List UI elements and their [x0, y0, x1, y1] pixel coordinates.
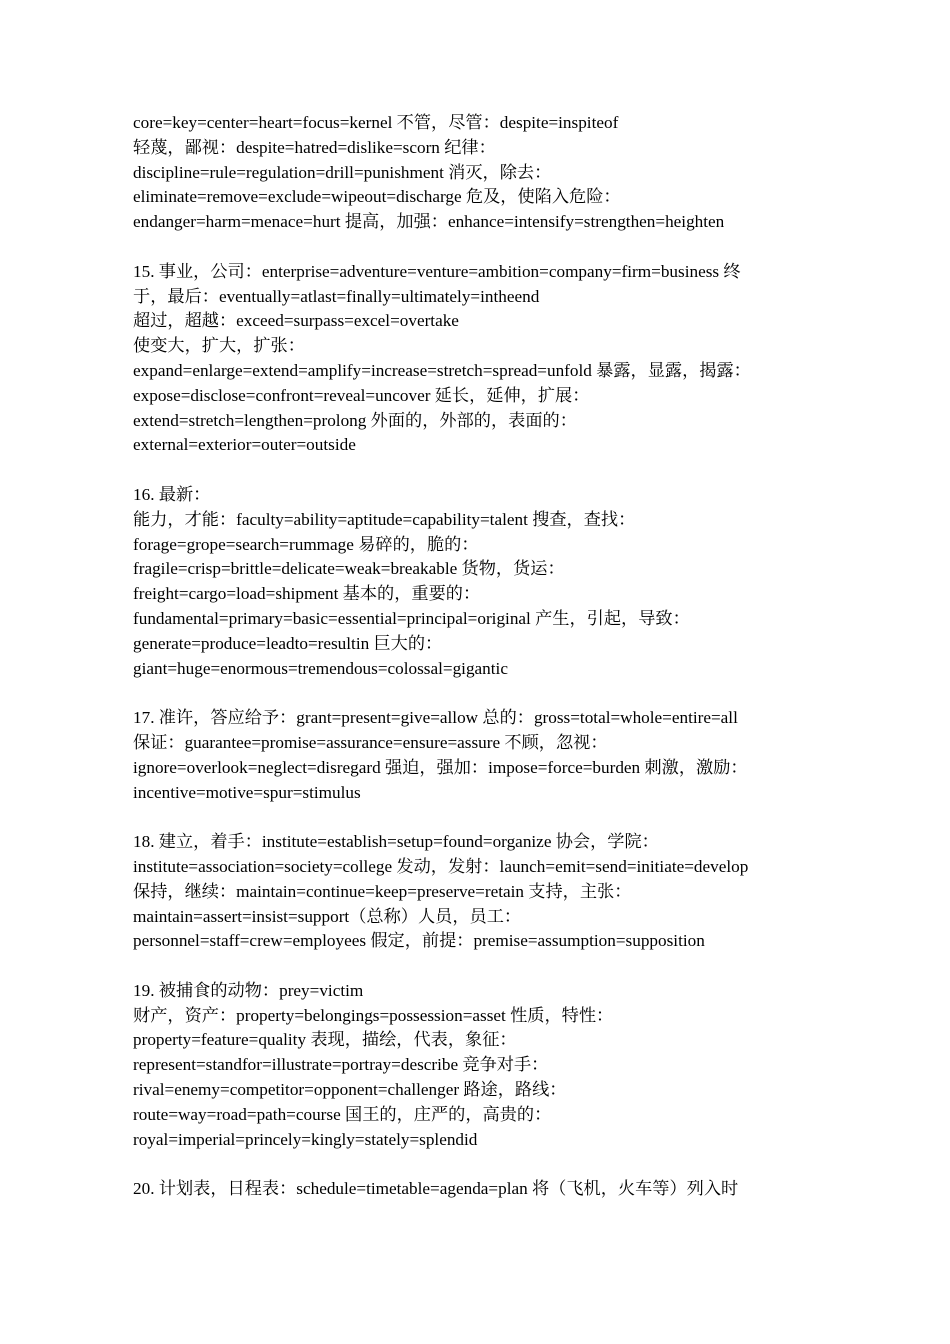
text-line: expand=enlarge=extend=amplify=increase=stretch=spread=unfold 暴露，显露，揭露： [133, 360, 751, 380]
paragraph-16 [133, 483, 833, 681]
text-line: institute=association=society=college 发动，发射：launch=emit=send=initiate=develop [133, 856, 749, 876]
text-line: represent=standfor=illustrate=portray=describe 竞争对手： [133, 1055, 549, 1075]
text-line: 保证：guarantee=promise=assurance=ensure=assure 不顾，忽视： [133, 732, 608, 752]
text-line: fragile=crisp=brittle=delicate=weak=breakable 货物，货运： [133, 559, 565, 579]
text-line: giant=huge=enormous=tremendous=colossal=gigantic [133, 658, 508, 678]
text-line: 18. 建立，着手：institute=establish=setup=found=organize 协会，学院： [133, 832, 659, 852]
text-line: core=key=center=heart=focus=kernel 不管，尽管：despite=inspiteof [133, 113, 619, 132]
text-line: expose=disclose=confront=reveal=uncover 延长，延伸，扩展： [133, 385, 590, 405]
text-line: freight=cargo=load=shipment 基本的，重要的： [133, 584, 481, 604]
paragraph-20 [133, 1177, 833, 1202]
text-line: royal=imperial=princely=kingly=stately=splendid [133, 1129, 478, 1149]
text-line: forage=grope=search=rummage 易碎的，脆的： [133, 534, 479, 554]
text-line: 财产，资产：property=belongings=possession=asset 性质，特性： [133, 1005, 614, 1025]
text-line: 17. 准许，答应给予：grant=present=give=allow 总的：gross=total=whole=entire=all [133, 708, 738, 728]
text-line: personnel=staff=crew=employees 假定，前提：premise=assumption=supposition [133, 931, 705, 951]
paragraph-17 [133, 706, 833, 805]
text-line: 16. 最新： [133, 484, 211, 504]
text-line: discipline=rule=regulation=drill=punishment 消灭，除去： [133, 162, 552, 182]
text-line: 19. 被捕食的动物：prey=victim [133, 980, 364, 1000]
text-line: 于，最后：eventually=atlast=finally=ultimately=intheend [133, 286, 540, 306]
paragraph-intro [133, 111, 833, 235]
paragraph-15 [133, 260, 833, 458]
text-line: endanger=harm=menace=hurt 提高，加强：enhance=intensify=strengthen=heighten [133, 212, 725, 232]
text-line: external=exterior=outer=outside [133, 435, 356, 455]
text-line: 能力，才能：faculty=ability=aptitude=capability=talent 搜查，查找： [133, 509, 636, 529]
text-line: fundamental=primary=basic=essential=principal=original 产生，引起，导致： [133, 608, 690, 628]
text-line: 保持，继续：maintain=continue=keep=preserve=retain 支持，主张： [133, 881, 632, 901]
text-line: extend=stretch=lengthen=prolong 外面的，外部的，表面的： [133, 410, 577, 430]
text-line: 15. 事业，公司：enterprise=adventure=venture=ambition=company=firm=business 终 [133, 261, 741, 281]
text-line: generate=produce=leadto=resultin 巨大的： [133, 633, 443, 653]
text-line: 使变大，扩大，扩张： [133, 336, 305, 356]
paragraph-19 [133, 979, 833, 1153]
text-line: incentive=motive=spur=stimulus [133, 782, 361, 802]
text-line: property=feature=quality 表现，描绘，代表，象征： [133, 1030, 517, 1050]
paragraph-18 [133, 830, 833, 954]
text-line: eliminate=remove=exclude=wipeout=discharge 危及，使陷入危险： [133, 187, 621, 207]
text-line: rival=enemy=competitor=opponent=challenger 路途，路线： [133, 1080, 567, 1100]
text-line: route=way=road=path=course 国王的，庄严的，高贵的： [133, 1104, 552, 1124]
text-line: 超过，超越：exceed=surpass=excel=overtake [133, 311, 459, 331]
text-line: 轻蔑，鄙视：despite=hatred=dislike=scorn 纪律： [133, 137, 496, 157]
text-line: ignore=overlook=neglect=disregard 强迫，强加：impose=force=burden 刺激，激励： [133, 757, 748, 777]
text-line: maintain=assert=insist=support（总称）人员，员工： [133, 906, 522, 926]
text-line: 20. 计划表，日程表：schedule=timetable=agenda=plan 将（飞机，火车等）列入时 [133, 1179, 739, 1199]
document-body [133, 111, 833, 1202]
